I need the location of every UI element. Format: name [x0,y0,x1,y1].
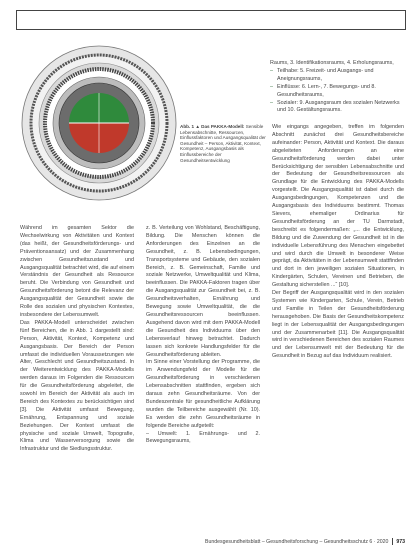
page-footer [195,538,405,545]
paragraph: Das PAKKA-Modell unterscheidet zwischen fünf Bereichen, die in Abb. 1 dargestellt sind: Person, Aktivität, Kontext, Kompetenz und Ausgangsbasis. Der Bereich der Person umfasst die individuellen Voraussetzungen wie Alter, Geschlecht und Gesundheitszustand. In der Weiterentwicklung des PAKKA-Modells werden daraus im Folgenden die Ressourcen für die Gesundheitsförderung abgeleitet, die sowohl im Bereich der Aktivität als auch im Bereich des Kontextes zu berücksichtigen sind [3]. Die Aktivität umfasst Bewegung, Ernährung, Entspannung und soziale Beziehungen. Der Kontext umfasst die physische und soziale Umwelt, Topografie, Klima und Wasserversorgung sowie die Infrastruktur und die Siedlungsstruktur. [20,319,134,453]
pakka-model-diagram [21,45,177,201]
right-column [272,124,404,361]
middle-column [146,225,260,446]
dash-icon: – [270,99,273,106]
bullet-item: – Teilhabe: 5. Freizeit- und Ausgangs- und Aneignungsraums, [270,67,374,82]
paragraph: Im Sinne einer Vorstellung der Programme, die im Anwendungsfeld der Modelle für die Gesundheitsförderung in verschiedenen Lebensabschnitten stattfinden, ergeben sich daraus zehn Gesundheitsräume. Von der Bundeszentrale für gesundheitliche Aufklärung wurden die Teilbereiche ausgewählt (Nr. 10). Es werden die zehn Gesundheitsräume in folgende Bereiche aufgeteilt: [146,359,260,429]
caption-text: Sensible Lebensabschnitte, Ressourcen, Einflussfaktoren und Ausgangsqualität der Gesundheit – Person, Aktivität, Kontext, Kompetenz, Ausgangsbasis als Einflussbereiche der Gesundheitsentwicklung [180,124,266,163]
paragraph: Während im gesamten Sektor die Wechselwirkung von Aktivitäten und Kontext (das heißt, der Gesundheitsförderungs- und Präventionsansatz) und der Zusammenhang zwischen Gesundheitszustand und Ausgangsqualität betrachtet wird, die auf einem Verständnis der Gesundheit als Ressource beruht. Die Verbindung von Gesundheit und Gesundheitsförderung betont die Relevanz der Ausgangsqualität der Gesundheit sowie die Rolle des sozialen und physischen Kontextes, insbesondere der Lebensumwelt. [20,225,134,318]
paragraph: – Umwelt: 1. Ernährungs- und 2. Bewegungsraums, [146,430,260,445]
bullet-item: – Einflüsse: 6. Lern-, 7. Bewegungs- und 8. Gesundheitsraums, [270,83,376,98]
bullet-item: – Sozialer: 9. Ausgangsraum des sozialen Netzwerks und 10. Gestältungsraums. [270,99,400,114]
bullet-intro: Raums, 3. Identifikationsraums, 4. Erholungsraums, [270,60,394,66]
page-number: 973 [396,538,405,545]
caption-label: Abb. 1 ▲ Das PAKKA-Modell: [180,124,245,129]
dash-icon: – [270,83,273,90]
paragraph: Der Begriff der Ausgangsqualität wird in den sozialen Systemen wie Kindergarten, Schule, Verein, Betrieb und Familie in Teilen der Gesundheitsförderung herausgehoben. Die Basis der Gesundheitskompetenz liegt in der Lebensqualität der Ausgangsbedingungen und der Zusammenarbeit [11]. Die Ausgangsqualität wird in verschiedenen Bereichen des sozialen Raumes und der Lebensumwelt mit der Bedeutung für die Gesundheit in Bezug auf das Individuum realisiert. [272,290,404,360]
journal-name: Bundesgesundheitsblatt – Gesundheitsforschung – Gesundheitsschutz 6 · 2020 [205,538,389,545]
bullet-list [270,60,404,115]
left-column [20,225,134,454]
paragraph: z. B. Verteilung von Wohlstand, Beschäftigung, Bildung. Die Menschen können die Anforderungen des Einzelnen an die Gesundheit, z. B. Lebensbedingungen, Transportsysteme und Gebäude, den sozialen Bereich, z. B. Gemeinschaft, Familie und soziale Netzwerke, Umweltqualität und Klima, beeinflussen. Die PAKKA-Faktoren tragen über die Ausgangsqualität zur Gesundheit bei, z. B. Gesundheitsverhalten, Ernährung und Bewegung sowie Umweltqualität, die die Gesundheitsressourcen beeinflussen. Ausgehend davon wird mit dem PAKKA-Modell die Gesundheit des Individuums über den Lebensverlauf hinweg betrachtet. Dadurch lassen sich konkrete Handlungsfelder für die Gesundheitsförderung ableiten. [146,225,260,358]
figure-caption [180,124,268,163]
header-box [16,10,406,30]
dash-icon: – [270,67,273,74]
divider [392,538,393,545]
paragraph: Wie eingangs angegeben, treffen im folgenden Abschnitt zunächst drei Gesundheitsbereiche aufeinander: Person, Aktivität und Kontext. Die daraus abgeleiteten Anforderungen an eine Gesundheitsförderung werden dabei unter Berücksichtigung der sensiblen Lebensabschnitte und der Bedeutung der Gesundheitsressourcen als Grundlage für die Entwicklung des PAKKA-Modells vorgestellt. Die Ausgangsqualität ist dabei durch die Ausgangsbedingungen, Kompetenzen und die Ausgangsbasis des Individuums bestimmt. Thomas Sievers, ehemaliger Ordinarius für Gesundheitsförderung an der TU Darmstadt, beschreibt es folgendermaßen: „... die Entwicklung, Bildung und die Zuwendung der Gesundheit ist in die individuelle Lebensführung des Menschen eingebettet und wird durch die Umwelt in besonderer Weise geprägt, da Aktivitäten in der Lebensumwelt stattfinden und dort in den jeweiligen sozialen Situationen, in Kindergärten, Schulen, Vereinen und Betrieben, die Gestaltung sicherstellen ...“ [10]. [272,124,404,289]
